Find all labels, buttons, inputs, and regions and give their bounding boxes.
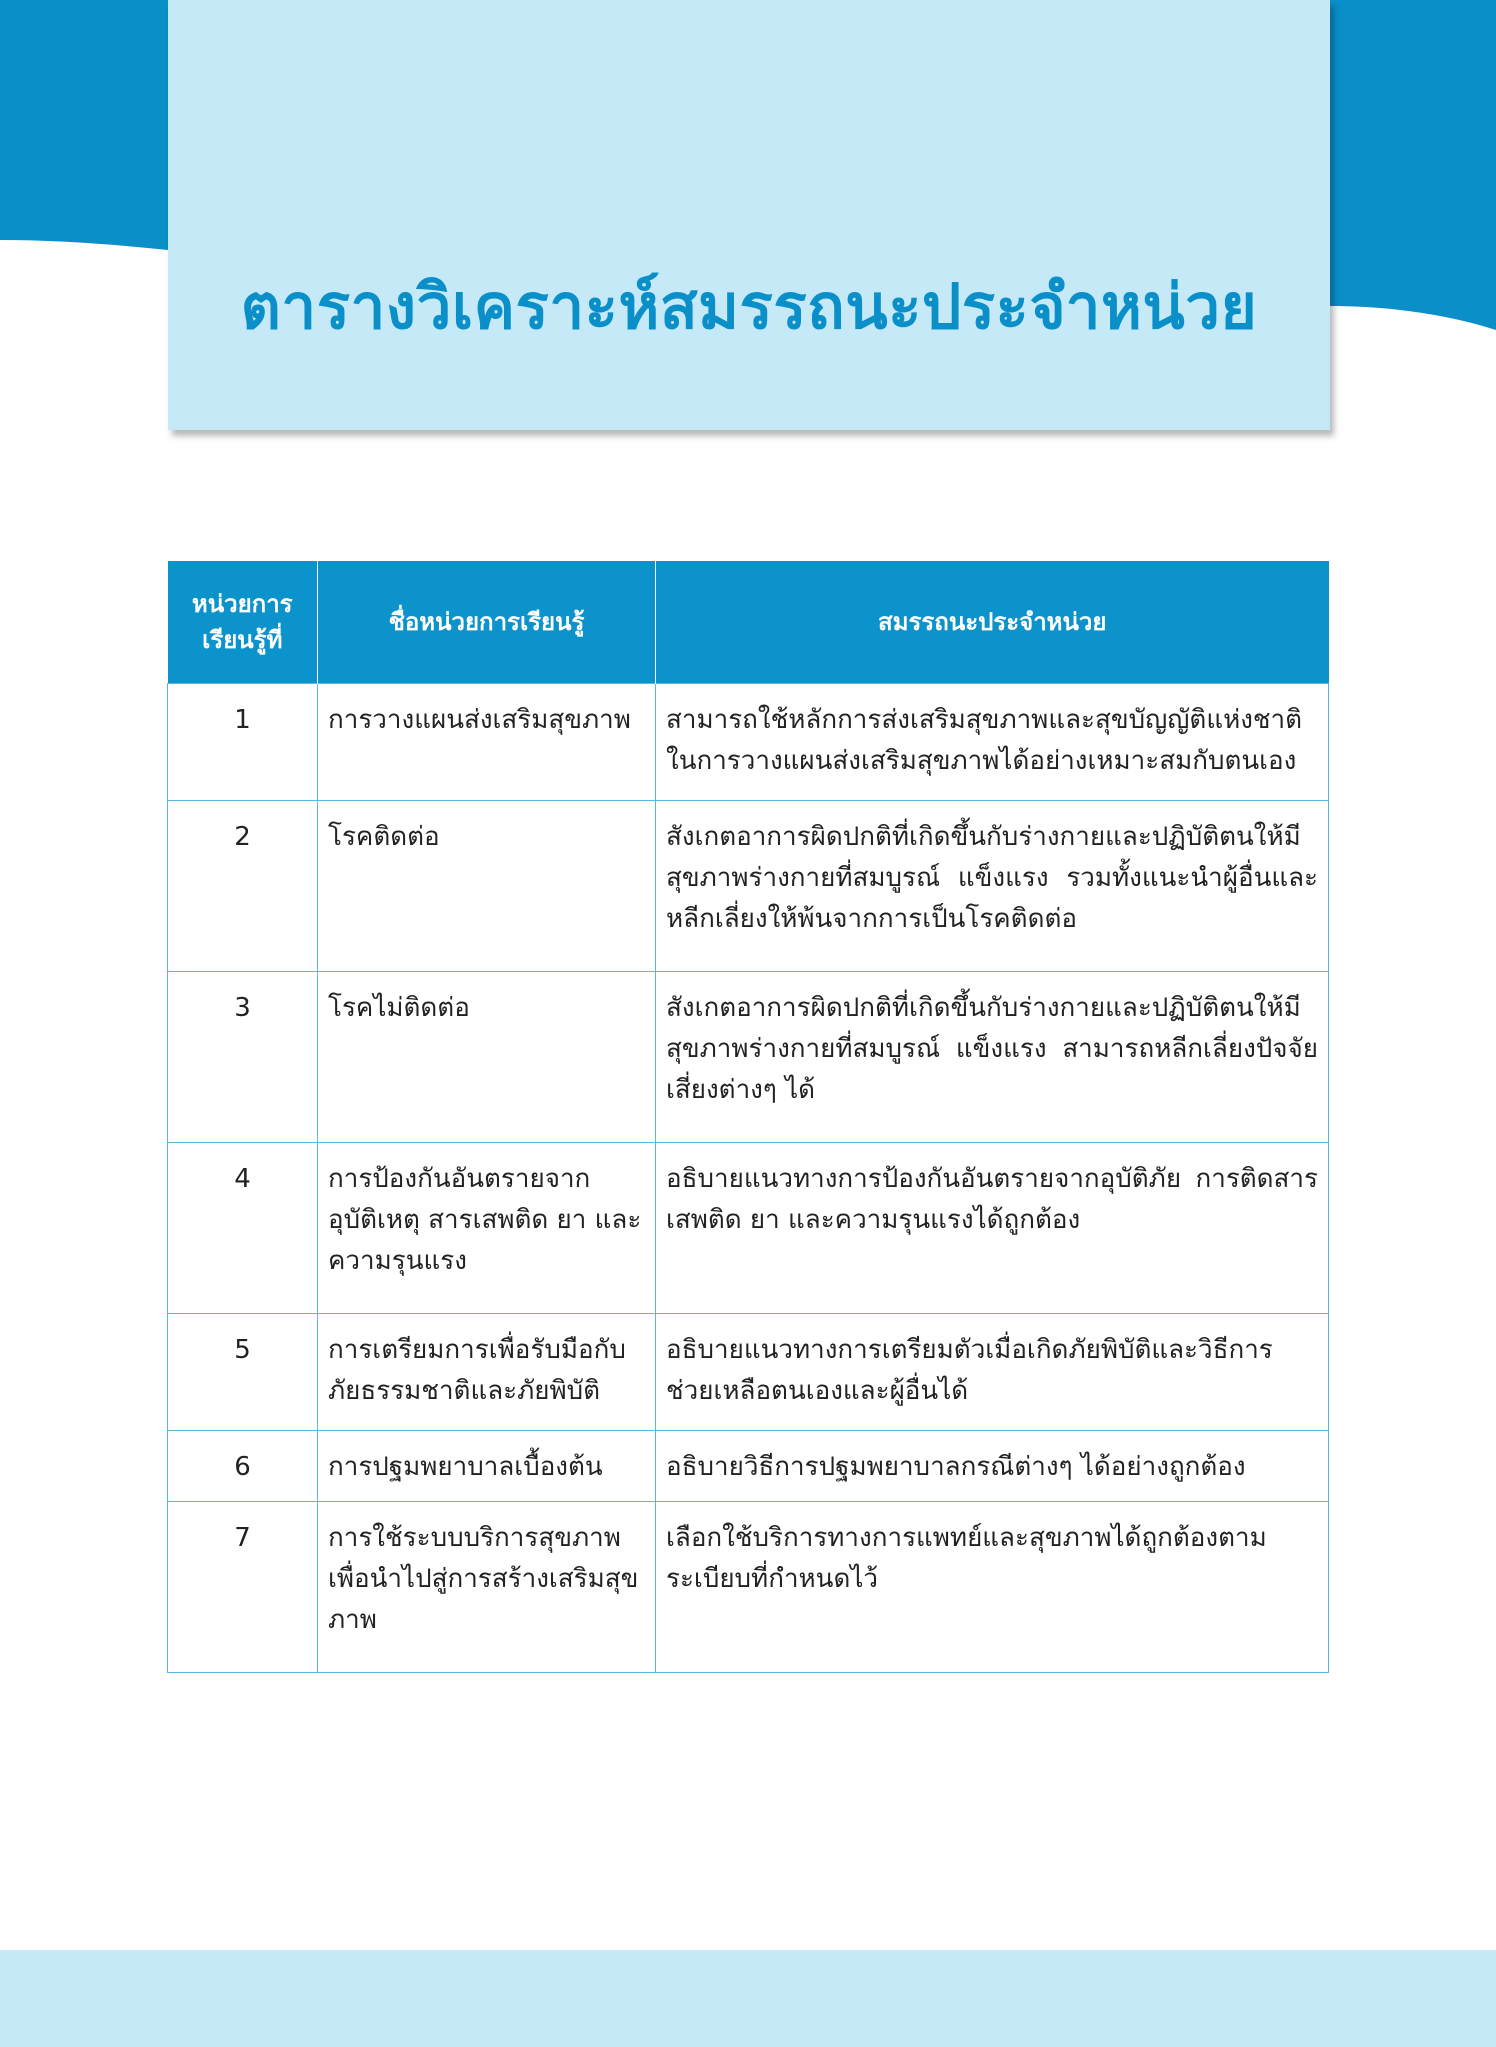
unit-no-cell: 7	[168, 1502, 318, 1673]
unit-name-cell: โรคติดต่อ	[318, 801, 656, 972]
competency-table	[167, 561, 1329, 1673]
unit-name-cell: การปฐมพยาบาลเบื้องต้น	[318, 1431, 656, 1502]
unit-name-cell: โรคไม่ติดต่อ	[318, 972, 656, 1143]
unit-no-cell: 5	[168, 1314, 318, 1431]
title-panel	[168, 0, 1330, 430]
unit-no-cell: 2	[168, 801, 318, 972]
header-unit-no: หน่วยการเรียนรู้ที่	[168, 561, 318, 684]
table-row	[168, 684, 1329, 801]
table-row	[168, 1431, 1329, 1502]
unit-name-cell: การวางแผนส่งเสริมสุขภาพ	[318, 684, 656, 801]
competency-cell: อธิบายแนวทางการป้องกันอันตรายจากอุบัติภัย การติดสารเสพติด ยา และความรุนแรงได้ถูกต้อง	[656, 1143, 1329, 1314]
table-row	[168, 1143, 1329, 1314]
unit-no-cell: 3	[168, 972, 318, 1143]
competency-cell: อธิบายวิธีการปฐมพยาบาลกรณีต่างๆ ได้อย่างถูกต้อง	[656, 1431, 1329, 1502]
table-row	[168, 1314, 1329, 1431]
unit-no-cell: 4	[168, 1143, 318, 1314]
competency-cell: เลือกใช้บริการทางการแพทย์และสุขภาพได้ถูกต้องตามระเบียบที่กำหนดไว้	[656, 1502, 1329, 1673]
competency-cell: สังเกตอาการผิดปกติที่เกิดขึ้นกับร่างกายและปฏิบัติตนให้มีสุขภาพร่างกายที่สมบูรณ์ แข็งแรง รวมทั้งแนะนำผู้อื่นและหลีกเลี่ยงให้พ้นจากการเป็นโรคติดต่อ	[656, 801, 1329, 972]
competency-cell: สังเกตอาการผิดปกติที่เกิดขึ้นกับร่างกายและปฏิบัติตนให้มีสุขภาพร่างกายที่สมบูรณ์ แข็งแรง สามารถหลีกเลี่ยงปัจจัยเสี่ยงต่างๆ ได้	[656, 972, 1329, 1143]
unit-name-cell: การป้องกันอันตรายจากอุบัติเหตุ สารเสพติด ยา และความรุนแรง	[318, 1143, 656, 1314]
table-row	[168, 1502, 1329, 1673]
table-row	[168, 801, 1329, 972]
competency-cell: อธิบายแนวทางการเตรียมตัวเมื่อเกิดภัยพิบัติและวิธีการช่วยเหลือตนเองและผู้อื่นได้	[656, 1314, 1329, 1431]
table-row	[168, 972, 1329, 1143]
competency-cell: สามารถใช้หลักการส่งเสริมสุขภาพและสุขบัญญัติแห่งชาติในการวางแผนส่งเสริมสุขภาพได้อย่างเหมาะสมกับตนเอง	[656, 684, 1329, 801]
unit-no-cell: 6	[168, 1431, 318, 1502]
header-unit-name: ชื่อหน่วยการเรียนรู้	[318, 561, 656, 684]
page-title: ตารางวิเคราะห์สมรรถนะประจำหน่วย	[240, 270, 1258, 343]
header-competency: สมรรถนะประจำหน่วย	[656, 561, 1329, 684]
bottom-band	[0, 1950, 1496, 2047]
unit-no-cell: 1	[168, 684, 318, 801]
table-header-row	[168, 561, 1329, 684]
unit-name-cell: การใช้ระบบบริการสุขภาพเพื่อนำไปสู่การสร้างเสริมสุขภาพ	[318, 1502, 656, 1673]
unit-name-cell: การเตรียมการเพื่อรับมือกับภัยธรรมชาติและภัยพิบัติ	[318, 1314, 656, 1431]
